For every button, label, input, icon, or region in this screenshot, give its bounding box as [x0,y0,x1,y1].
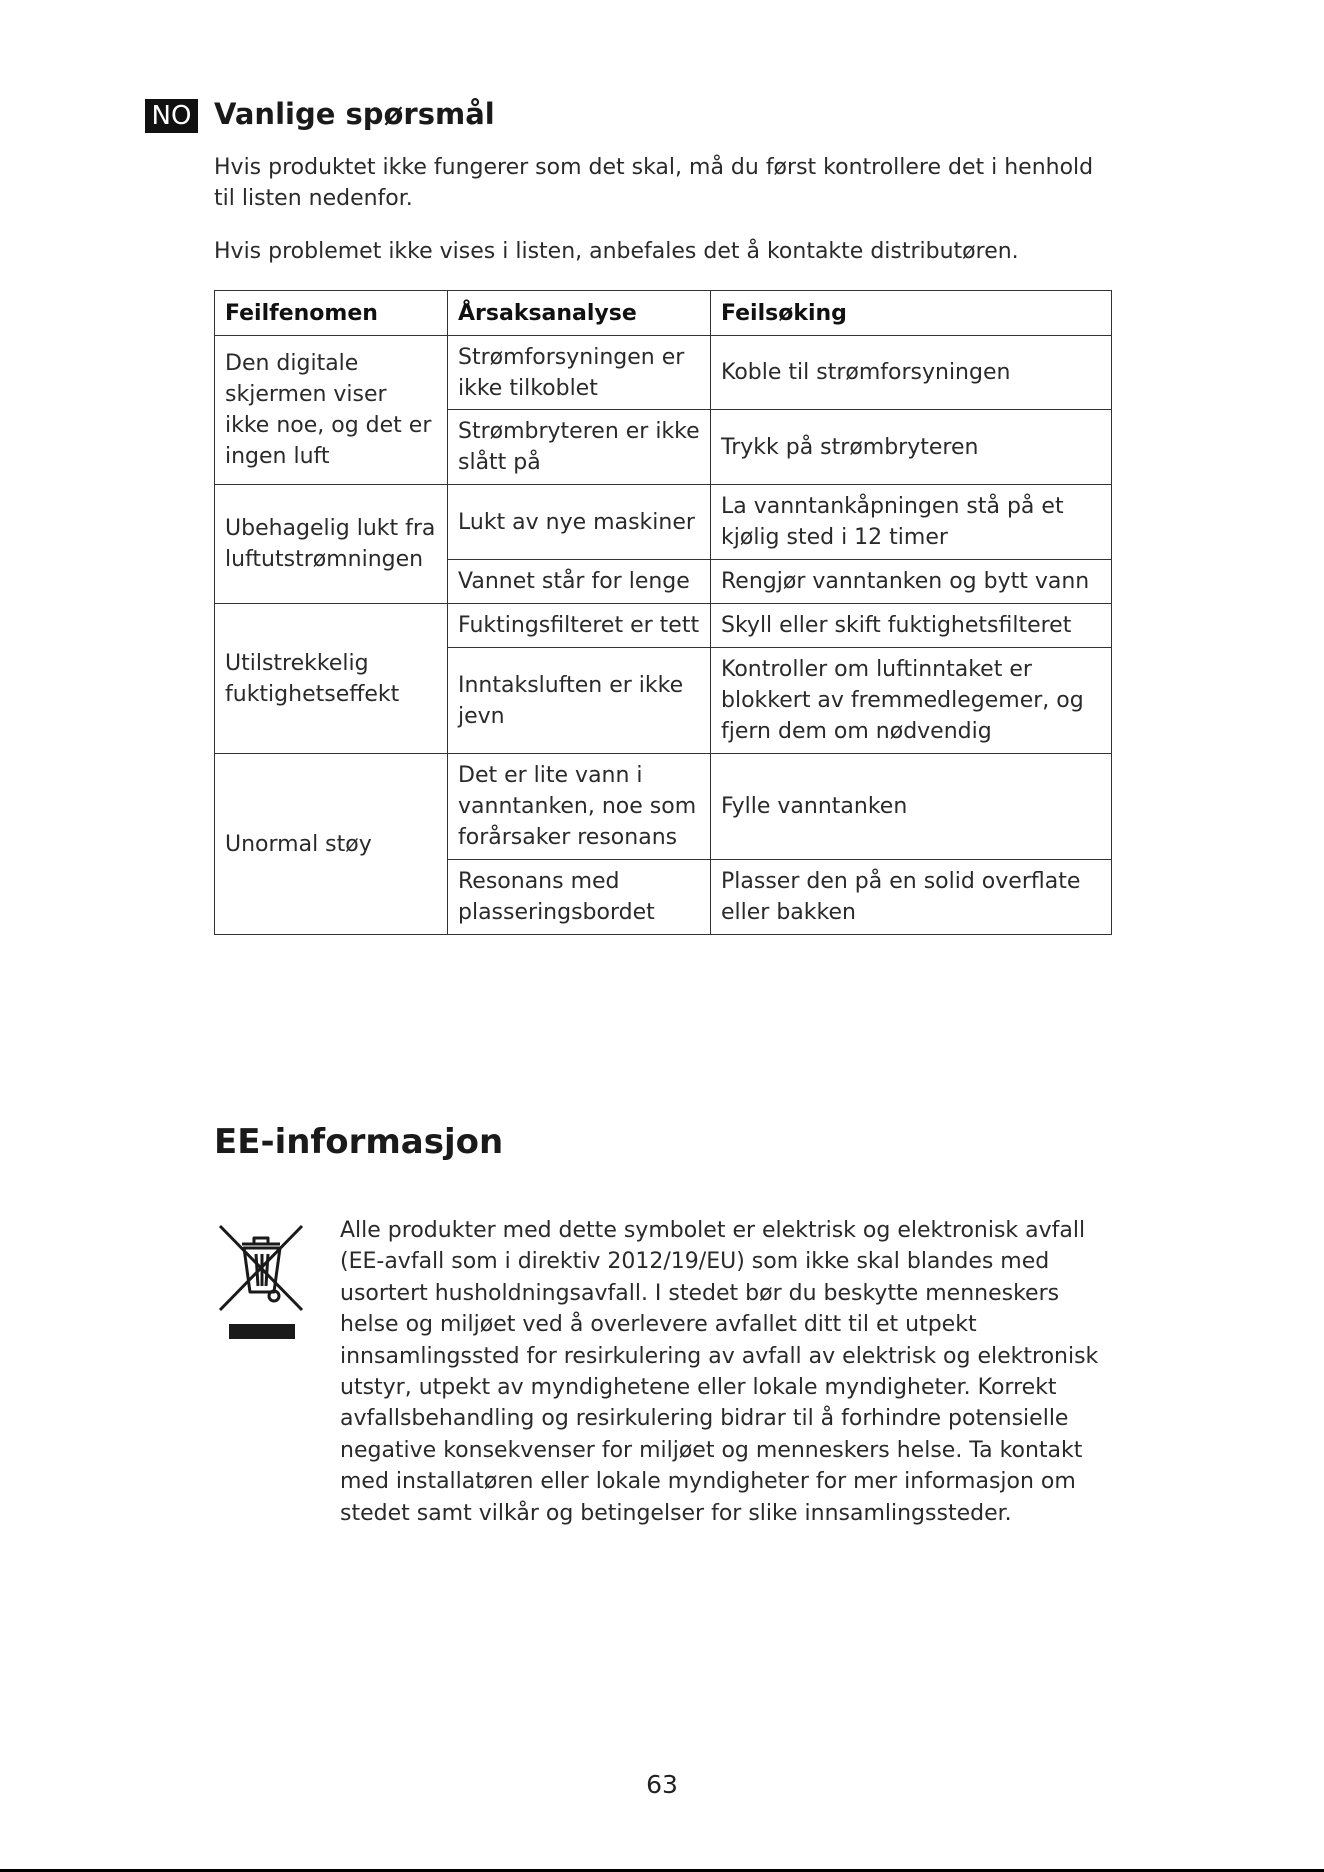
troubleshooting-table [214,290,1112,935]
solution-cell: Plasser den på en solid overflate eller bakken [711,860,1112,935]
solution-cell: Skyll eller skift fuktighetsfilteret [711,604,1112,648]
solution-cell: Trykk på strømbryteren [711,410,1112,485]
table-header-row [215,291,1112,336]
symptom-cell: Utilstrekkelig fuktighetseffekt [215,604,448,754]
solution-cell: Rengjør vanntanken og bytt vann [711,560,1112,604]
cause-cell: Resonans med plasseringsbordet [448,860,711,935]
table-row [215,754,1112,860]
intro-paragraph: Hvis problemet ikke vises i listen, anbefales det å kontakte distributøren. [214,239,1019,264]
section-title: Vanlige spørsmål [214,97,495,131]
crossed-out-wheelie-bin-icon [214,1218,310,1342]
page-number: 63 [646,1770,678,1799]
symptom-cell: Ubehagelig lukt fra luftutstrømningen [215,485,448,604]
table-row [215,485,1112,560]
solution-cell: Kontroller om luftinntaket er blokkert av fremmedlegemer, og fjern dem om nødvendig [711,648,1112,754]
cause-cell: Vannet står for lenge [448,560,711,604]
column-header-cause: Årsaksanalyse [448,291,711,336]
cause-cell: Inntaksluften er ikke jevn [448,648,711,754]
cause-cell: Strømforsyningen er ikke tilkoblet [448,336,711,410]
symptom-cell: Unormal støy [215,754,448,935]
cause-cell: Lukt av nye maskiner [448,485,711,560]
intro-paragraph: Hvis produktet ikke fungerer som det skal, må du først kontrollere det i henhold til listen nedenfor. [214,155,1094,211]
table-row [215,336,1112,410]
cause-cell: Fuktingsfilteret er tett [448,604,711,648]
cause-cell: Strømbryteren er ikke slått på [448,410,711,485]
solution-cell: Fylle vanntanken [711,754,1112,860]
symptom-cell: Den digitale skjermen viser ikke noe, og det er ingen luft [215,336,448,485]
solution-cell: Koble til strømforsyningen [711,336,1112,410]
ee-section-title: EE-informasjon [214,1122,504,1162]
cause-cell: Det er lite vann i vanntanken, noe som forårsaker resonans [448,754,711,860]
table-row [215,604,1112,648]
solution-cell: La vanntankåpningen stå på et kjølig sted i 12 timer [711,485,1112,560]
column-header-symptom: Feilfenomen [215,291,448,336]
ee-disposal-text: Alle produkter med dette symbolet er elektrisk og elektronisk avfall (EE-avfall som i direktiv 2012/19/EU) som ikke skal blandes med usortert husholdningsavfall. I stedet bør du beskytte menneskers helse og miljøet ved å overlevere avfallet ditt til et utpekt innsamlingssted for resirkulering av avfall av elektrisk og elektronisk utstyr, utpekt av myndighetene eller lokale myndigheter. Korrekt avfallsbehandling og resirkulering bidrar til å forhindre potensielle negative konsekvenser for miljøet og menneskers helse. Ta kontakt med installatøren eller lokale myndigheter for mer informasjon om stedet samt vilkår og betingelser for slike innsamlingssteder. [340,1218,1099,1526]
language-badge: NO [145,99,198,133]
column-header-solution: Feilsøking [711,291,1112,336]
